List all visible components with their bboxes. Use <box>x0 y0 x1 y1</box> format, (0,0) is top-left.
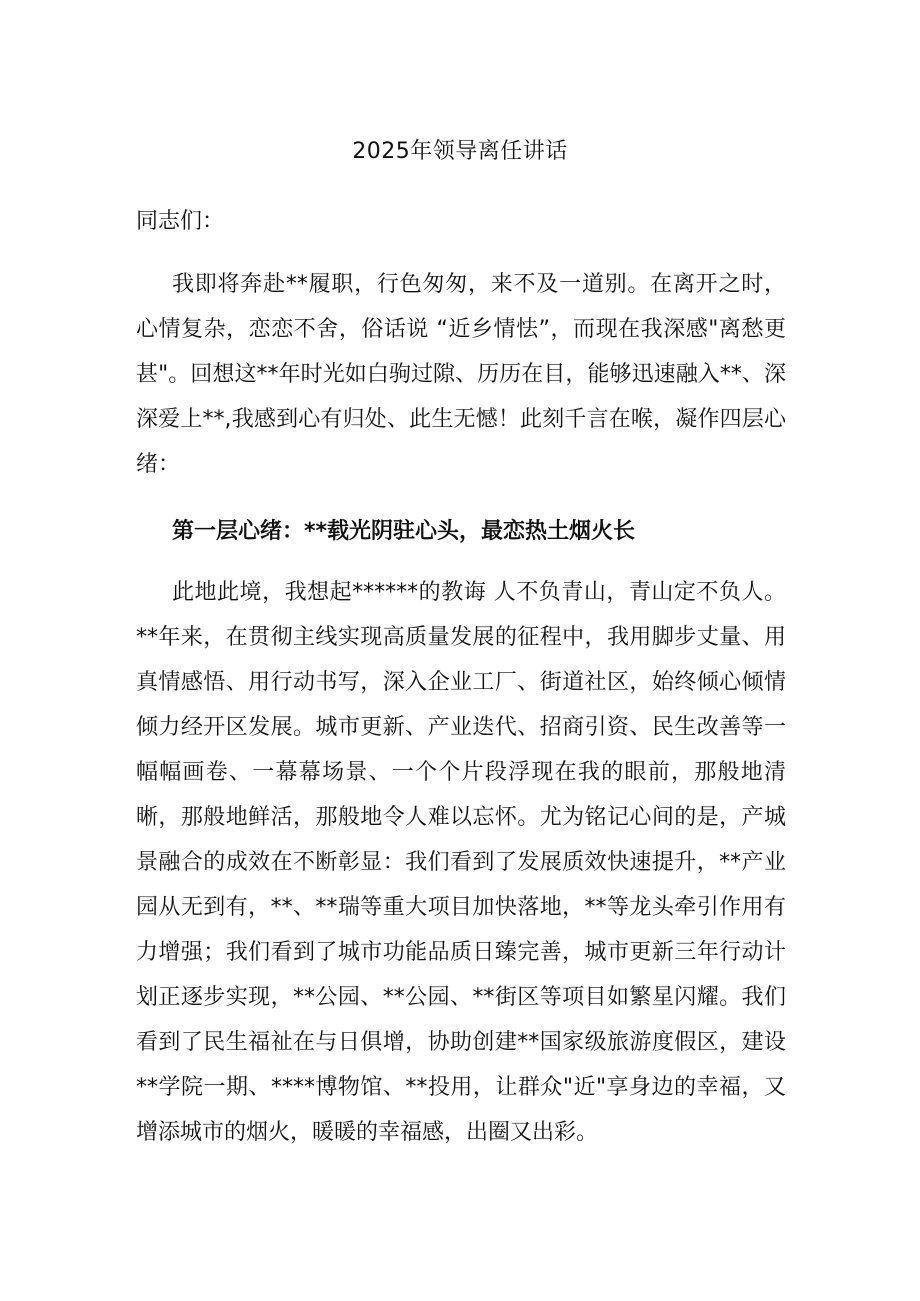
paragraph-section-1: 此地此境，我想起******的教诲 人不负青山，青山定不负人。**年来，在贯彻主线实现高质量发展的征程中，我用脚步丈量、用真情感悟、用行动书写，深入企业工厂、街道社区，始终倾心倾情倾力经开区发展。城市更新、产业迭代、招商引资、民生改善等一幅幅画卷、一幕幕场景、一个个片段浮现在我的眼前，那般地清晰，那般地鲜活，那般地令人难以忘怀。尤为铭记心间的是，产城景融合的成效在不断彰显：我们看到了发展质效快速提升，**产业园从无到有，**、**瑞等重大项目加快落地，**等龙头牵引作用有力增强；我们看到了城市功能品质日臻完善，城市更新三年行动计划正逐步实现，**公园、**公园、**街区等项目如繁星闪耀。我们看到了民生福祉在与日俱增，协助创建**国家级旅游度假区，建设**学院一期、****博物馆、**投用，让群众"近"享身边的幸福，又增添城市的烟火，暖暖的幸福感，出圈又出彩。 <box>136 580 786 1145</box>
salutation: 同志们： <box>136 209 225 234</box>
document-title: 2025年领导离任讲话 <box>352 139 568 164</box>
section-heading-1: 第一层心绪：**载光阴驻心头，最恋热土烟火长 <box>172 519 636 544</box>
paragraph-intro: 我即将奔赴**履职，行色匆匆，来不及一道别。在离开之时，心情复杂，恋恋不舍，俗话说 “近乡情怯”，而现在我深感"离愁更甚"。回想这**年时光如白驹过隙、历历在目，能够迅速融入**、深深爱上**,我感到心有归处、此生无憾！此刻千言在喉，凝作四层心绪： <box>136 272 786 477</box>
